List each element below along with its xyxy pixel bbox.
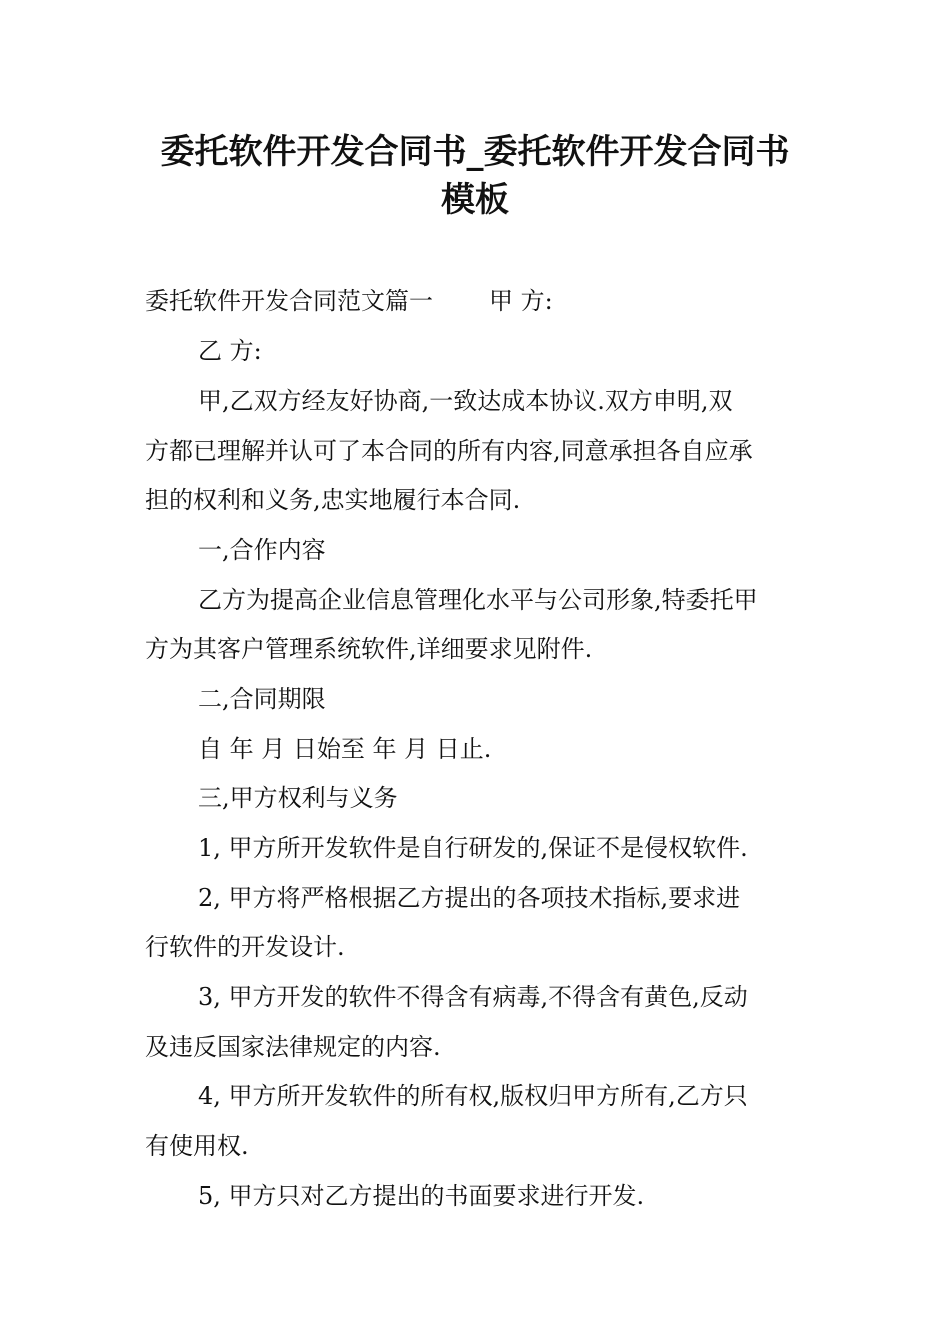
- clause-item-2-line: 2, 甲方将严格根据乙方提出的各项技术指标,要求进: [198, 884, 741, 912]
- clause-item-2-line: 行软件的开发设计.: [145, 933, 345, 961]
- intro-paragraph-line: 甲,乙双方经友好协商,一致达成本协议.双方申明,双: [198, 387, 733, 415]
- intro-paragraph-line: 方都已理解并认可了本合同的所有内容,同意承担各自应承: [145, 437, 753, 465]
- clause-item-1: 1, 甲方所开发软件是自行研发的,保证不是侵权软件.: [198, 834, 748, 862]
- clause-item-4-line: 4, 甲方所开发软件的所有权,版权归甲方所有,乙方只: [198, 1082, 748, 1110]
- section-heading-term: 二,合同期限: [198, 685, 326, 713]
- clause-item-4-line: 有使用权.: [145, 1132, 249, 1160]
- section-label: 委托软件开发合同范文篇一: [145, 287, 433, 315]
- clause-item-3-line: 及违反国家法律规定的内容.: [145, 1033, 441, 1061]
- document-title-line-2: 模板: [441, 180, 509, 220]
- section-header-line: [145, 286, 553, 316]
- party-a-label: 甲 方:: [489, 287, 553, 315]
- cooperation-paragraph-line: 乙方为提高企业信息管理化水平与公司形象,特委托甲: [198, 586, 758, 614]
- document-title-line-1: 委托软件开发合同书_委托软件开发合同书: [160, 132, 790, 172]
- cooperation-paragraph-line: 方为其客户管理系统软件,详细要求见附件.: [145, 635, 593, 663]
- section-heading-party-a-rights: 三,甲方权利与义务: [198, 784, 398, 812]
- term-paragraph: 自 年 月 日始至 年 月 日止.: [198, 735, 492, 763]
- party-b-label: 乙 方:: [198, 337, 262, 365]
- section-heading-cooperation: 一,合作内容: [198, 536, 326, 564]
- clause-item-5: 5, 甲方只对乙方提出的书面要求进行开发.: [198, 1182, 645, 1210]
- clause-item-3-line: 3, 甲方开发的软件不得含有病毒,不得含有黄色,反动: [198, 983, 748, 1011]
- intro-paragraph-line: 担的权利和义务,忠实地履行本合同.: [145, 486, 521, 514]
